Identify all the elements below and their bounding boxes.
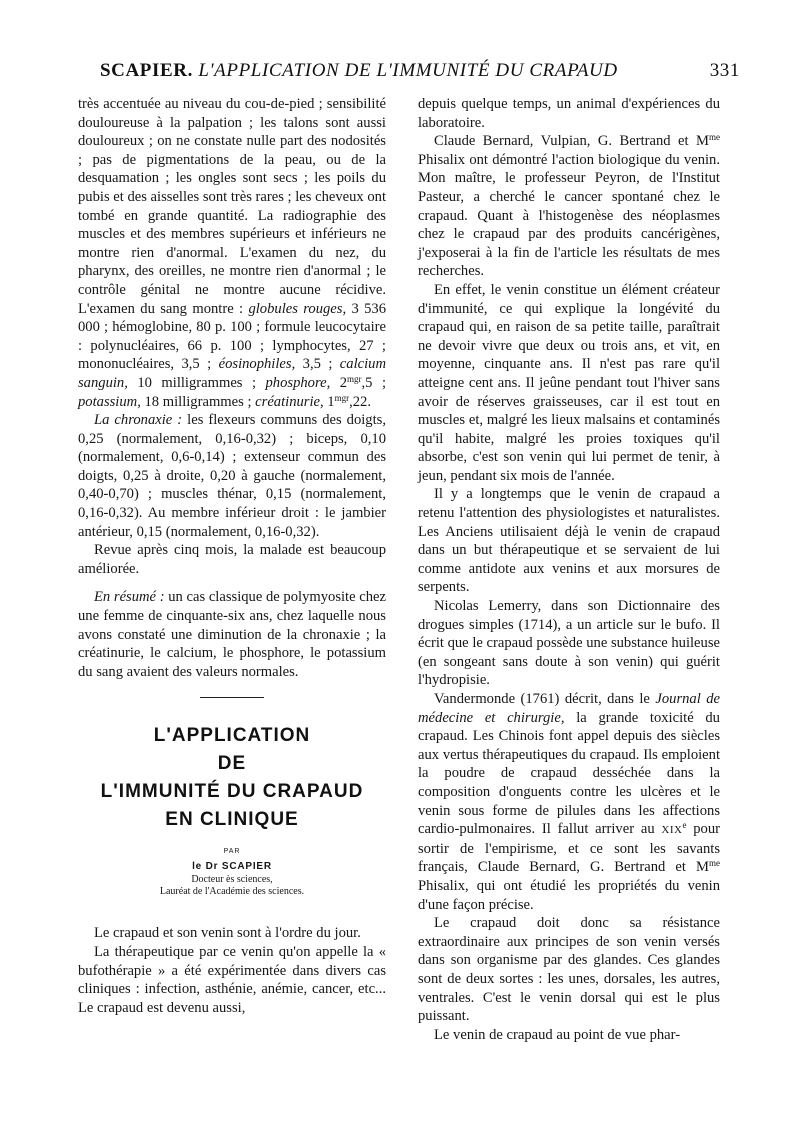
body-paragraph: La thérapeutique par ce venin qu'on appelle la « bufothérapie » a été expérimentée dans divers cas cliniques : infection, asthénie, anémie, cancer, etc... Le crapaud est devenu aussi, — [78, 944, 386, 1016]
intro-paragraph: Le crapaud et son venin sont à l'ordre du jour. — [94, 925, 361, 942]
page-number: 331 — [709, 60, 740, 81]
section-divider — [200, 697, 264, 698]
summary-paragraph: En résumé : un cas classique de polymyosite chez une femme de cinquante-six ans, chez laquelle nous avons constaté une diminution de la chronaxie ; la créatinurie, le calcium, le phosphore, le potassium du sang avaient des valeurs normales. — [78, 589, 386, 680]
body-paragraph: Le venin de crapaud au point de vue phar- — [434, 1026, 681, 1043]
byline-credential: Docteur ès sciences, — [191, 874, 273, 886]
body-paragraph: Il y a longtemps que le venin de crapaud a retenu l'attention des physiologistes et naturalistes. Les Anciens utilisaient déjà le venin de crapaud dans un but thérapeutique et se servaient de lui comme antidote aux venins et aux morsures de serpents. — [418, 486, 720, 596]
follow-up-paragraph: Revue après cinq mois, la malade est beaucoup améliorée. — [78, 542, 386, 577]
byline-credential: Lauréat de l'Académie des sciences. — [159, 886, 305, 898]
chronaxie-paragraph: La chronaxie : les flexeurs communs des doigts, 0,25 (normalement, 0,16-0,32) ; biceps, 0,10 (normalement, 0,6-0,14) ; extenseur commun des doigts, 0,25 à droite, 0,20 à gauche (normalement, 0,40-0,70) ; muscles thénar, 0,15 (normalement, 0,16-0,32). Au membre inférieur droit : le jambier antérieur, 0,15 (normalement, 0,16-0,32). — [78, 412, 386, 540]
byline-author: le Dr SCAPIER — [192, 861, 272, 873]
article-title-line: EN CLINIQUE — [165, 809, 299, 831]
body-paragraph: Nicolas Lemerry, dans son Dictionnaire des drogues simples (1714), a un article sur le bufo. Il écrit que le crapaud possède une substance huileuse (en songeant sans doute à son venin) qui guérit l'hydropisie. — [418, 598, 720, 689]
body-paragraph: Vandermonde (1761) décrit, dans le Journal de médecine et chirurgie, la grande toxicité du crapaud. Les Chinois font appel depuis des siècles aux vertus thérapeutiques du crapaud. Ils emploient la poudre de crapaud desséchée dans la composition d'onguents contre les ulcères et le venin sous forme de pilules dans les affections cardio-pulmonaires. Il fallut arriver au XIXe pour sortir de l'empirisme, et ce sont les savants français, Claude Bernard, G. Bertrand et $M^{me}$ Phisalix, qui ont étudié les propriétés du venin d'une façon précise. — [418, 691, 721, 913]
body-paragraph: En effet, le venin constitue un élément créateur d'immunité, ce qui explique la longévité du crapaud qui, en raison de sa petite taille, paraîtrait ne devoir vivre que deux ou trois ans, et vit, en moyenne, cinquante ans. Il n'est pas rare qu'il atteigne cent ans. Il jeûne pendant tout l'hiver sans avoir de réserves graisseuses, car il est tout en muscles et, malgré les lieux malsains et contaminés qu'il habite, malgré les proies toxiques qu'il absorbe, c'est son venin qui lui permet de tenir, à jeun, pendant six mois de l'année. — [418, 281, 720, 484]
running-head-author: SCAPIER. — [100, 60, 193, 81]
case-report-paragraph: très accentuée au niveau du cou-de-pied ; sensibilité douloureuse à la palpation ; les talons sont aussi douloureux ; on ne constate nulle part des nodosités ; pas de pigmentations de la peau, ou de la desquamation ; les ongles sont secs ; les poils du pubis et des aisselles sont très rares ; les cheveux ont tombé en grande quantité. La radiographie des muscles et des membres supérieurs et inférieurs ne montre rien d'anormal. L'examen du nez, du pharynx, des oreilles, ne montre rien d'anormal ; le contrôle génital ne montre aucune récidive. L'examen du sang montre : globules rouges, 3 536 000 ; hémoglobine, 80 p. 100 ; formule leucocytaire : polynucléaires, 66 p. 100 ; lymphocytes, 27 ; mononucléaires, 3,5 ; éosinophiles, 3,5 ; calcium sanguin, 10 milligrammes ; phosphore, $2^{mgr},5$ ; potassium, 18 milligrammes ; créatinurie, $1^{mgr},22$. — [78, 96, 387, 410]
right-column — [418, 95, 720, 1044]
byline-par: PAR — [223, 848, 241, 856]
body-paragraph: Le crapaud doit donc sa résistance extraordinaire aux principes de son venin versés dans son organisme par des glandes. Ces glandes sont de deux sortes : les unes, dorsales, les autres, ventrales. C'est le venin dorsal qui est le plus puissant. — [418, 915, 720, 1025]
body-paragraph: Claude Bernard, Vulpian, G. Bertrand et $M^{me}$ Phisalix ont démontré l'action biologique du venin. Mon maître, le professeur Peyron, de l'Institut Pasteur, a cherché le cancer spontané chez le crapaud. Quant à l'histogenèse des néoplasmes chez le crapaud par des produits cancérigènes, j'exposerai à la fin de l'article les résultats de mes recherches. — [418, 132, 720, 280]
body-paragraph: depuis quelque temps, un animal d'expériences du laboratoire. — [418, 96, 720, 131]
running-head-title: L'APPLICATION DE L'IMMUNITÉ DU CRAPAUD — [198, 60, 618, 81]
running-head — [100, 60, 740, 82]
left-column — [78, 95, 386, 1017]
byline — [78, 846, 386, 898]
article-title-line: DE — [217, 753, 247, 775]
article-title-line: L'APPLICATION — [153, 725, 311, 747]
article-title-line: L'IMMUNITÉ DU CRAPAUD — [100, 781, 364, 803]
article-title — [78, 722, 386, 834]
